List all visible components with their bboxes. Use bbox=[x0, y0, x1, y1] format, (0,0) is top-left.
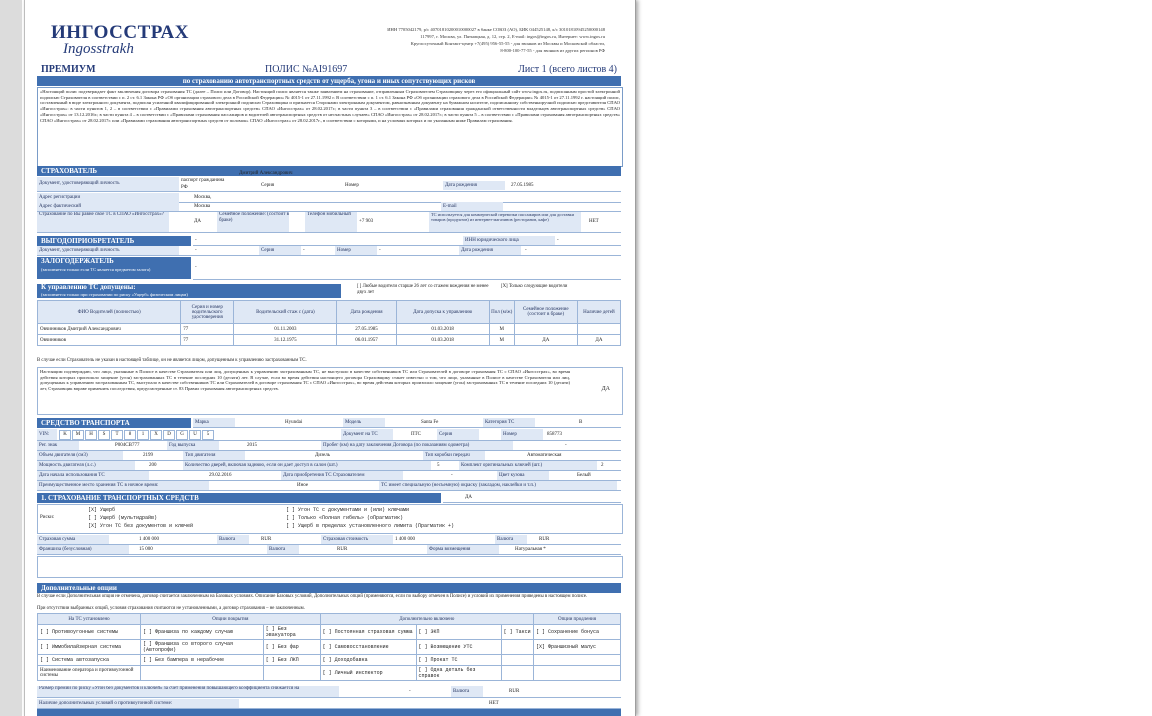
model-value: Santa Fe bbox=[421, 420, 439, 425]
insured-value-label: Страховая стоимость bbox=[321, 535, 393, 544]
extras-table-header bbox=[38, 614, 621, 625]
table-cell: ДА bbox=[514, 335, 577, 346]
fact-address-row bbox=[37, 202, 621, 212]
risks-label: Риски: bbox=[40, 515, 55, 520]
option-cell[interactable]: [ ] Иммобилайзерная система bbox=[38, 640, 141, 655]
pledge-title-text: ЗАЛОГОДЕРЖАТЕЛЬ bbox=[41, 257, 114, 265]
table-row bbox=[38, 324, 621, 335]
series-label: Серия bbox=[261, 183, 275, 188]
option-cell[interactable] bbox=[501, 640, 533, 655]
franchise-row bbox=[37, 545, 621, 555]
table-row bbox=[38, 625, 621, 640]
option-cell[interactable]: [ ] Без фар bbox=[263, 640, 320, 655]
beneficiary-title: ВЫГОДОПРИОБРЕТАТЕЛЬ bbox=[37, 236, 191, 246]
doc-on-vehicle-type: ПТС bbox=[411, 432, 421, 437]
start-date-label: Дата начала использования ТС bbox=[37, 471, 149, 480]
insurer-options-row bbox=[37, 212, 621, 233]
table-cell: 01.03.2018 bbox=[396, 335, 489, 346]
engine-value: 2199 bbox=[143, 453, 153, 458]
vin-label: VIN: bbox=[37, 429, 57, 440]
franchise-currency: RUR bbox=[337, 547, 348, 552]
table-row bbox=[38, 335, 621, 346]
doors-value: 5 bbox=[437, 463, 440, 468]
policy-page[interactable] bbox=[24, 0, 636, 716]
driver-option-listed[interactable]: [X] Только следующие водители bbox=[501, 284, 568, 289]
insurer-section-title: СТРАХОВАТЕЛЬ bbox=[37, 166, 621, 176]
number-label: Номер bbox=[345, 183, 359, 188]
beneficiary-doc-row bbox=[37, 246, 621, 256]
risk-option[interactable]: [X] Ущерб bbox=[88, 507, 116, 513]
table-cell: 06.01.1957 bbox=[337, 335, 396, 346]
beneficiary-series-value: - bbox=[303, 248, 305, 253]
vin-char: 1 bbox=[137, 430, 149, 440]
vehicle-title: СРЕДСТВО ТРАНСПОРТА bbox=[37, 418, 191, 428]
inn-value: - bbox=[557, 238, 559, 243]
company-info-line: 8-800-100-77-55 - для звонков из других регионов РФ bbox=[500, 48, 605, 53]
beneficiary-number-label: Номер bbox=[335, 246, 377, 255]
company-info-line: Круглосуточный Контакт-центр +7(495) 956-55-55 - для звонков из Москвы и Московской области, bbox=[410, 41, 605, 46]
option-cell[interactable]: [ ] Франшиза со второго случая (Автопрофи) bbox=[141, 640, 264, 655]
viewer-background bbox=[636, 0, 1152, 716]
special-paint-text: ТС имеет специальную (несъемную) окраску (закладом, наклейки и т.п.) bbox=[381, 483, 536, 488]
vin-char: S bbox=[98, 430, 110, 440]
doc-label: Документ, удостоверяющий личность bbox=[37, 177, 179, 191]
section1-title: 1. СТРАХОВАНИЕ ТРАНСПОРТНЫХ СРЕДСТВ bbox=[37, 493, 441, 503]
phone-label: Телефон мобильный bbox=[305, 212, 357, 232]
pledge-row bbox=[193, 257, 621, 280]
value-currency-label: Валюта bbox=[495, 535, 527, 544]
option-cell[interactable]: [ ] Без эвакуатора bbox=[263, 625, 320, 640]
pledge-title bbox=[37, 257, 191, 279]
option-cell[interactable]: [ ] ЭКП bbox=[416, 625, 501, 640]
gearbox-value: Автоматическая bbox=[527, 453, 562, 458]
beneficiary-birth-label: Дата рождения bbox=[459, 246, 521, 255]
risk-option[interactable]: [X] Угон ТС без документов и ключей bbox=[88, 523, 194, 529]
sheet-number: Лист 1 (всего листов 4) bbox=[518, 64, 617, 75]
franchise-value: 15 000 bbox=[139, 547, 153, 552]
company-info-line: ИНН 7705042179, р/с 40701810200010000027 в банке СОЮЗ (АО), БИК 044525148, к/с 30101810945250000148 bbox=[387, 27, 605, 32]
vehicle-number-label: Номер bbox=[501, 429, 543, 440]
vehicle-dates-row bbox=[37, 471, 621, 481]
payment-value: Натуральная * bbox=[515, 547, 546, 552]
extras-note-1: В случае если Дополнительная опция не отмечена, договор считается заключенным на Базовых условиях. Описание Базовых условий, Дополнительных опций (применяются, если по выбору отмечен в Полисе) и условий их применения приведены в настоящем полисе. bbox=[37, 594, 588, 599]
table-cell: 31.12.1975 bbox=[234, 335, 337, 346]
risks-box bbox=[37, 504, 623, 534]
vin-char: 5 bbox=[202, 430, 214, 440]
email-label: E-mail bbox=[441, 202, 503, 211]
option-cell[interactable] bbox=[141, 666, 264, 681]
fact-addr-label: Адрес фактический bbox=[37, 202, 179, 211]
option-cell[interactable]: [X] Франшизный малус bbox=[534, 640, 621, 655]
power-value: 200 bbox=[149, 463, 157, 468]
col-header: ФИО Водителей (полностью) bbox=[38, 301, 181, 324]
viewer-left-gutter bbox=[0, 0, 22, 716]
insured-value: 1 400 000 bbox=[395, 537, 415, 542]
year-label: Год выпуска bbox=[167, 441, 219, 450]
premium-currency-label: Валюта bbox=[451, 686, 483, 697]
option-cell[interactable]: [ ] Противоугонные системы bbox=[38, 625, 141, 640]
purchase-label: Дата приобретения ТС Страхователем bbox=[281, 471, 403, 480]
antitheft-label: Наличие дополнительных условий о противоугонной системе: bbox=[37, 699, 239, 708]
brand-value: Hyundai bbox=[285, 420, 303, 425]
drivers-title-text: К управлению ТС допущены: bbox=[41, 283, 136, 291]
vin-char: G bbox=[176, 430, 188, 440]
legal-text: «Настоящий полис подтверждает факт заключения договора страхования ТС (далее – Полис или Договор). Настоящий полис является также заявлением на страхование, отправленным Страхователем Страховщику через его официальный сайт www.ingos.ru, подписанным простой электронной подписью Страхователя в соответствии с п. 2 ст. 6.1 Закона РФ «Об организации страхового дела в Российской Федерации» № 4015-1 от 27.11.1992 г. В соответствии с п. 1 ст. 6.1 Закона РФ «Об организации страхового дела в Российской Федерации» № 4015-1 от 27.11.1992 г. настоящий полис, составленный в виде электронного документа, подписан усиленной квалифицированной электронной подписью Страховщика и признается Сторонами электронным документом, равнозначным документу на бумажном носителе, подписанному собственноручной подписью представителя СПАО «Ингосстрах»: в части пунктов 1, 2 – в соответствии с «Правилами страхования автотранспортных средств» СПАО «Ингосстрах» от 28.02.2017г.; в части пункта 3 – в соответствии с «Правилами страхования гражданской ответственности владельцев автотранспортных средств» СПАО «Ингосстрах» от 13.12.2016г.; в части пункта 4 – в соответствии с «Правилами страхования пассажиров и водителей автотранспортных средств от несчастных случаев» СПАО «Ингосстрах» от 28.02.2017г.; в части пункта 5 – в соответствии с «Правилами страхования автотранспортных средств» СПАО «Ингосстрах» от 28.02.2017г. или «Правилами страхования автотранспортных средств от поломок» СПАО «Ингосстрах» от 28.02.2017г., в соответствии с которыми, и на условиях которых и по указанным ниже Правилам страхования. bbox=[37, 87, 623, 167]
table-cell: 01.11.2003 bbox=[234, 324, 337, 335]
beneficiary-value: - bbox=[195, 238, 197, 243]
own-risk-value: ДА bbox=[194, 219, 202, 224]
option-cell[interactable]: [ ] Возмещение УТС bbox=[416, 640, 501, 655]
drivers-title bbox=[37, 284, 341, 298]
option-cell[interactable]: [ ] Одна деталь без справок bbox=[416, 666, 501, 681]
beneficiary-series-label: Серия bbox=[259, 246, 301, 255]
col-header: Семейное положение (состоит в браке) bbox=[514, 301, 577, 324]
company-info bbox=[285, 26, 605, 54]
birth-label: Дата рождения bbox=[443, 181, 505, 190]
col-header: На ТС установлено bbox=[38, 614, 141, 625]
option-cell[interactable]: [ ] Прокат ТС bbox=[416, 655, 501, 666]
doc-on-vehicle-label: Документ на ТС bbox=[341, 429, 393, 440]
vin-char: D bbox=[163, 430, 175, 440]
vehicle-reg-row bbox=[37, 441, 621, 451]
option-cell[interactable] bbox=[501, 666, 533, 681]
option-cell[interactable]: [ ] Постоянная страховая сумма bbox=[320, 625, 416, 640]
driver-option-any[interactable]: [ ] Любые водители старше 26 лет со стажем вождения не менее двух лет bbox=[357, 284, 489, 295]
beneficiary-number-value: - bbox=[379, 248, 381, 253]
col-header: Опции продления bbox=[534, 614, 621, 625]
option-cell: Наименование оператора и противоугонной системы bbox=[38, 666, 141, 681]
table-cell: М bbox=[489, 324, 514, 335]
table-row bbox=[38, 640, 621, 655]
engine-type-label: Тип двигателя bbox=[183, 451, 245, 460]
commercial-value: НЕТ bbox=[589, 219, 599, 224]
risk-option[interactable]: [ ] Только «Полная гибель» (оПрагматик) bbox=[286, 515, 404, 521]
table-cell: ДА bbox=[577, 335, 620, 346]
doc-type: паспорт гражданина РФ bbox=[181, 178, 225, 190]
confirmation-text: Настоящим подтверждаю, что лицо, указанные в Полисе в качестве Страхователя или лиц, допущенных к управлению застрахованным ТС, не выступало в качестве собственников ТС или Страхователей в договоре страхования ТС с СПАО «Ингосстрах», во время действия которых произошло хищение (угон) застрахованных ТС в течение последних 10 (десяти) лет. В случае, если во время действия настоящего договора Страховщику станет известно о том, что лицо, указанные в Полисе в качестве Страхователя или лиц, допущенных к управлению застрахованным ТС, выступало в качестве собственников ТС или Страхователей в договоре страхования ТС с СПАО «Ингосстрах», во время действия которых произошло хищение (угон) застрахованных ТС в течение последних 10 (десяти) лет, Страховщик вправе применить последствия, предусмотренные ст. 83 Правил страхования автотранспортных средств. bbox=[40, 369, 570, 391]
table-cell bbox=[577, 324, 620, 335]
option-cell[interactable] bbox=[534, 666, 621, 681]
vin-char: 8 bbox=[124, 430, 136, 440]
vin-char: T bbox=[111, 430, 123, 440]
option-cell[interactable]: [ ] Личный инспектор bbox=[320, 666, 416, 681]
payment-label: Форма возмещения bbox=[427, 545, 499, 554]
beneficiary-doc-value: - bbox=[195, 248, 197, 253]
beneficiary-birth-value: - bbox=[525, 248, 527, 253]
option-cell[interactable] bbox=[534, 655, 621, 666]
category-label: Категория ТС bbox=[483, 418, 535, 427]
beneficiary-row bbox=[193, 236, 621, 246]
franchise-label: Франшиза (безусловная) bbox=[37, 545, 129, 554]
start-date-value: 29.02.2016 bbox=[209, 473, 232, 478]
vin-row bbox=[37, 429, 621, 441]
col-header: Дата рождения bbox=[337, 301, 396, 324]
table-cell: 77 bbox=[181, 324, 234, 335]
empty-box bbox=[37, 556, 623, 578]
pledge-value: - bbox=[195, 265, 197, 270]
brand-label: Марка bbox=[193, 418, 235, 427]
sum-value: 1 400 000 bbox=[139, 537, 159, 542]
risks-right bbox=[286, 506, 454, 530]
keys-label: Комплект оригинальных ключей (шт.) bbox=[459, 461, 597, 470]
inn-label: ИНН юридического лица bbox=[463, 236, 555, 245]
table-cell: 77 bbox=[181, 335, 234, 346]
table-cell: Овчинников Дмитрий Александрович bbox=[38, 324, 181, 335]
purchase-value: - bbox=[451, 473, 453, 478]
special-paint-label bbox=[379, 481, 617, 490]
col-header: Дополнительно включено bbox=[320, 614, 533, 625]
antitheft-row bbox=[37, 699, 621, 709]
own-risk-label: Страхование по Вы равне свое ТС в СПАО «Ингосстрах»? bbox=[37, 212, 169, 232]
premium-reduction-row bbox=[37, 686, 621, 698]
premium-label: ПРЕМИУМ bbox=[41, 64, 96, 75]
fact-addr-value: Москва bbox=[194, 204, 211, 209]
drivers-subtitle: (заполняется только при страховании по риску «Ущерб» физическим лицам) bbox=[41, 292, 188, 297]
engine-type-value: Дизель bbox=[315, 453, 331, 458]
premium-reduction-label: Размер премии по риску «Угон без документов и ключей» за счет применения повышающего коэффициента снижается на bbox=[37, 686, 339, 697]
antitheft-value: НЕТ bbox=[489, 701, 499, 706]
table-row bbox=[38, 666, 621, 681]
doors-label: Количество дверей, включая заднюю, если он дает доступ в салон (шт.) bbox=[183, 461, 431, 470]
option-cell[interactable]: [ ] Самовосстановление bbox=[320, 640, 416, 655]
col-header: Наличие детей bbox=[577, 301, 620, 324]
sum-currency-label: Валюта bbox=[217, 535, 249, 544]
premium-currency: RUR bbox=[509, 689, 520, 694]
mileage-label: Пробег (км) на дату заключения Договора (по показаниям одометра) bbox=[321, 441, 513, 450]
option-cell[interactable]: [ ] Система автозапуска bbox=[38, 655, 141, 666]
reg-addr-label: Адрес регистрации bbox=[37, 193, 179, 202]
vehicle-series-label: Серия bbox=[437, 429, 479, 440]
company-info-line: 117997, г. Москва, ул. Пятницкая, д. 12, стр. 2, E-mail: ingos@ingos.ru, Интернет: www.ingos.ru bbox=[420, 34, 605, 39]
risk-option[interactable]: [ ] Ущерб в пределах установленного лимита (Прагматик +) bbox=[286, 523, 455, 529]
value-currency: RUR bbox=[539, 537, 550, 542]
drivers-note: В случае если Страхователь не указан в настоящей таблице, он не является лицом, допущенным к управлению застрахованным ТС. bbox=[37, 358, 307, 363]
insurer-name: Дмитрий Александрович bbox=[239, 171, 293, 176]
option-cell[interactable]: [ ] Доходобавка bbox=[320, 655, 416, 666]
table-cell: 01.03.2018 bbox=[396, 324, 489, 335]
confirmation-value: ДА bbox=[601, 386, 610, 392]
beneficiary-doc-label: Документ, удостоверяющий личность bbox=[37, 246, 179, 255]
option-cell[interactable]: [ ] Сохранение бонуса bbox=[534, 625, 621, 640]
risk-option[interactable]: [ ] Ущерб (мультидрайв) bbox=[88, 515, 158, 521]
col-header: Дата допуска к управлению bbox=[396, 301, 489, 324]
table-cell: М bbox=[489, 335, 514, 346]
commercial-label: ТС используется для коммерческой перевозки пассажиров или для доставки товаров (продуктов) из интернет-магазинов (ресторанов, кафе) bbox=[429, 212, 581, 232]
vin-char: X bbox=[150, 430, 162, 440]
bottom-band bbox=[37, 709, 621, 716]
col-header: Опции покрытия bbox=[141, 614, 321, 625]
table-cell bbox=[514, 324, 577, 335]
engine-label: Объем двигателя (см3) bbox=[37, 451, 123, 460]
vehicle-power-row bbox=[37, 461, 621, 471]
vin-char: H bbox=[85, 430, 97, 440]
polis-number: ПОЛИС №AI91697 bbox=[265, 64, 348, 75]
option-cell[interactable]: [ ] Без ЛКП bbox=[263, 655, 320, 666]
sum-currency: RUR bbox=[261, 537, 272, 542]
logo-main-text: ИНГОССТРАХ bbox=[51, 22, 189, 43]
option-cell[interactable] bbox=[263, 666, 320, 681]
section1-value-row bbox=[443, 493, 621, 503]
phone-value: +7 903 bbox=[359, 219, 374, 224]
logo-script-text: Ingosstrakh bbox=[63, 41, 134, 57]
drivers-table bbox=[37, 300, 621, 346]
risk-option[interactable]: [ ] Угон ТС с документами и (или) ключами bbox=[286, 507, 410, 513]
family-label: Семейное положение: (состоит в браке) bbox=[217, 212, 289, 232]
option-cell[interactable]: [ ] Без бампера в нерабочие bbox=[141, 655, 264, 666]
company-logo bbox=[51, 22, 189, 58]
option-cell[interactable]: [ ] Франшиза по каждому случаю bbox=[141, 625, 264, 640]
gearbox-label: Тип коробки передач bbox=[423, 451, 485, 460]
reg-plate-label: Рег. знак bbox=[37, 441, 79, 450]
franchise-currency-label: Валюта bbox=[267, 545, 299, 554]
col-header: Пол (м/ж) bbox=[489, 301, 514, 324]
vehicle-parking-row bbox=[37, 481, 621, 491]
col-header: Водительский стаж с (дата) bbox=[234, 301, 337, 324]
sum-label: Страховая сумма bbox=[37, 535, 109, 544]
section1-value: ДА bbox=[465, 495, 473, 500]
option-cell[interactable]: [ ] Такси bbox=[501, 625, 533, 640]
model-label: Модель bbox=[343, 418, 385, 427]
vin-char: U bbox=[189, 430, 201, 440]
keys-value: 2 bbox=[601, 463, 604, 468]
extras-table bbox=[37, 613, 621, 681]
mileage-value: - bbox=[565, 443, 567, 448]
policy-title-band: по страхованию автотранспортных средств от ущерба, угона и иных сопутствующих рисков bbox=[37, 76, 621, 86]
table-cell: Овчинников bbox=[38, 335, 181, 346]
color-label: Цвет кузова bbox=[497, 471, 549, 480]
vin-value bbox=[59, 429, 309, 440]
extras-note-2: При отсутствии выбранных опций, условия страхования считаются не установленными, а договор страхования – не заключенным. bbox=[37, 606, 305, 611]
risks-left bbox=[88, 506, 193, 530]
vin-char: K bbox=[59, 430, 71, 440]
table-row bbox=[38, 655, 621, 666]
parking-value: Иное bbox=[297, 483, 309, 488]
table-cell: 27.05.1985 bbox=[337, 324, 396, 335]
pledge-subtitle: (заполняется только если ТС является предметом залога) bbox=[41, 267, 151, 272]
color-value: Белый bbox=[577, 473, 591, 478]
power-label: Мощность двигателя (л.с.) bbox=[37, 461, 135, 470]
premium-reduction-value: - bbox=[409, 689, 411, 694]
reg-addr-value: Москва, bbox=[194, 195, 212, 200]
vin-char: M bbox=[72, 430, 84, 440]
year-value: 2015 bbox=[247, 443, 257, 448]
extras-title: Дополнительные опции bbox=[37, 583, 621, 593]
sum-row bbox=[37, 535, 621, 545]
option-cell[interactable] bbox=[501, 655, 533, 666]
vehicle-brand-row bbox=[193, 418, 621, 428]
vehicle-engine-row bbox=[37, 451, 621, 461]
col-header: Серия и номер водительского удостоверения bbox=[181, 301, 234, 324]
confirmation-block bbox=[37, 367, 623, 415]
parking-label: Преимущественное место хранения ТС в ночное время: bbox=[37, 481, 209, 490]
drivers-table-header bbox=[38, 301, 621, 324]
category-value: B bbox=[579, 420, 583, 425]
reg-plate-value: Р004СВ777 bbox=[115, 443, 140, 448]
birth-date: 27.05.1985 bbox=[511, 183, 534, 188]
vehicle-doc-number: 858773 bbox=[547, 432, 562, 437]
